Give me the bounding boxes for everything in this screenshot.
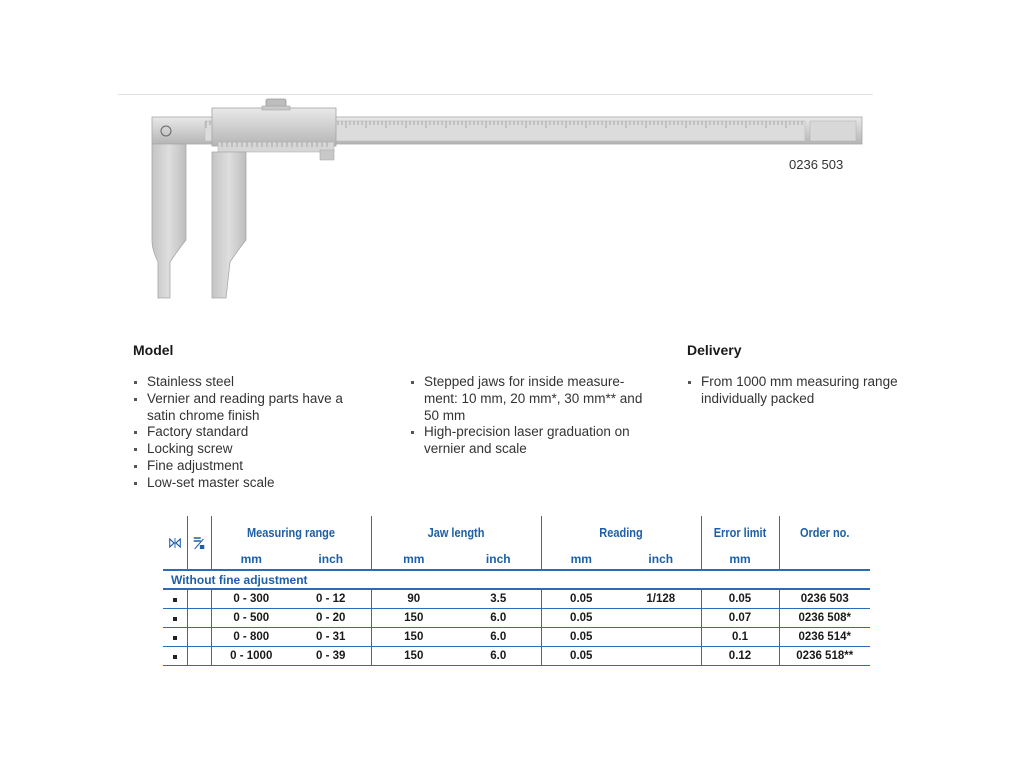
unit-mr-mm: mm	[211, 549, 291, 570]
model-heading: Model	[133, 342, 174, 358]
row-bullet	[163, 647, 187, 666]
cell-range-mm: 0 - 500	[211, 609, 291, 628]
model-feature-item: Stainless steel	[133, 374, 373, 391]
table-row	[163, 609, 870, 628]
model-feature-item: Factory standard	[133, 424, 373, 441]
row-bullet	[163, 589, 187, 609]
model-feature-item: Low-set master scale	[133, 475, 373, 492]
vernier-icon	[164, 516, 185, 570]
cell-order-no: 0236 503	[779, 589, 870, 609]
delivery-heading: Delivery	[687, 342, 742, 358]
row-fine-adjust-cell	[187, 628, 211, 647]
unit-el-mm: mm	[701, 549, 779, 570]
caliper-illustration	[0, 0, 1024, 310]
model-list-1	[133, 374, 373, 492]
unit-mr-inch: inch	[291, 549, 371, 570]
unit-order-blank	[779, 549, 870, 570]
cell-reading-mm: 0.05	[541, 647, 621, 666]
fine-adjustment-icon	[188, 516, 209, 570]
cell-range-inch: 0 - 31	[291, 628, 371, 647]
model-feature-item: Fine adjustment	[133, 458, 373, 475]
th-order-no: Order no.	[784, 516, 864, 549]
cell-range-mm: 0 - 300	[211, 589, 291, 609]
table-row	[163, 589, 870, 609]
unit-rd-inch: inch	[621, 549, 701, 570]
model-feature-item: Locking screw	[133, 441, 373, 458]
th-error-limit: Error limit	[706, 516, 775, 549]
delivery-item: From 1000 mm measuring range individually packed	[687, 374, 927, 408]
cell-jaw-mm: 150	[371, 647, 456, 666]
row-bullet	[163, 609, 187, 628]
cell-range-mm: 0 - 800	[211, 628, 291, 647]
cell-jaw-inch: 6.0	[456, 647, 541, 666]
cell-reading-inch	[621, 609, 701, 628]
delivery-list	[687, 374, 927, 408]
cell-range-inch: 0 - 39	[291, 647, 371, 666]
model-feature-item: High-precision laser graduation on vernier and scale	[410, 424, 655, 458]
spec-table	[163, 516, 870, 666]
cell-reading-inch: 1/128	[621, 589, 701, 609]
cell-error-mm: 0.07	[701, 609, 779, 628]
model-list-2	[410, 374, 655, 458]
row-fine-adjust-cell	[187, 589, 211, 609]
row-fine-adjust-cell	[187, 647, 211, 666]
cell-error-mm: 0.1	[701, 628, 779, 647]
illustration-part-code: 0236 503	[789, 157, 844, 172]
unit-jl-mm: mm	[371, 549, 456, 570]
cell-error-mm: 0.12	[701, 647, 779, 666]
unit-jl-inch: inch	[456, 549, 541, 570]
cell-order-no: 0236 508*	[779, 609, 870, 628]
cell-jaw-inch: 6.0	[456, 609, 541, 628]
cell-jaw-mm: 150	[371, 609, 456, 628]
table-row	[163, 647, 870, 666]
cell-jaw-mm: 90	[371, 589, 456, 609]
cell-reading-mm: 0.05	[541, 589, 621, 609]
th-reading: Reading	[551, 516, 692, 549]
model-feature-item: Stepped jaws for inside measure-ment: 10 mm, 20 mm*, 30 mm** and 50 mm	[410, 374, 655, 424]
cell-reading-inch	[621, 647, 701, 666]
cell-jaw-inch: 3.5	[456, 589, 541, 609]
cell-jaw-inch: 6.0	[456, 628, 541, 647]
th-measuring-range: Measuring range	[221, 516, 362, 549]
cell-range-inch: 0 - 12	[291, 589, 371, 609]
row-bullet	[163, 628, 187, 647]
cell-reading-mm: 0.05	[541, 628, 621, 647]
unit-rd-mm: mm	[541, 549, 621, 570]
caliper-drawing	[0, 0, 1024, 310]
cell-range-mm: 0 - 1000	[211, 647, 291, 666]
cell-error-mm: 0.05	[701, 589, 779, 609]
cell-range-inch: 0 - 20	[291, 609, 371, 628]
model-feature-item: Vernier and reading parts have a satin chrome finish	[133, 391, 373, 425]
cell-jaw-mm: 150	[371, 628, 456, 647]
cell-order-no: 0236 514*	[779, 628, 870, 647]
th-jaw-length: Jaw length	[381, 516, 531, 549]
cell-order-no: 0236 518**	[779, 647, 870, 666]
group-label: Without fine adjustment	[163, 570, 870, 589]
cell-reading-mm: 0.05	[541, 609, 621, 628]
table-row	[163, 628, 870, 647]
cell-reading-inch	[621, 628, 701, 647]
row-fine-adjust-cell	[187, 609, 211, 628]
